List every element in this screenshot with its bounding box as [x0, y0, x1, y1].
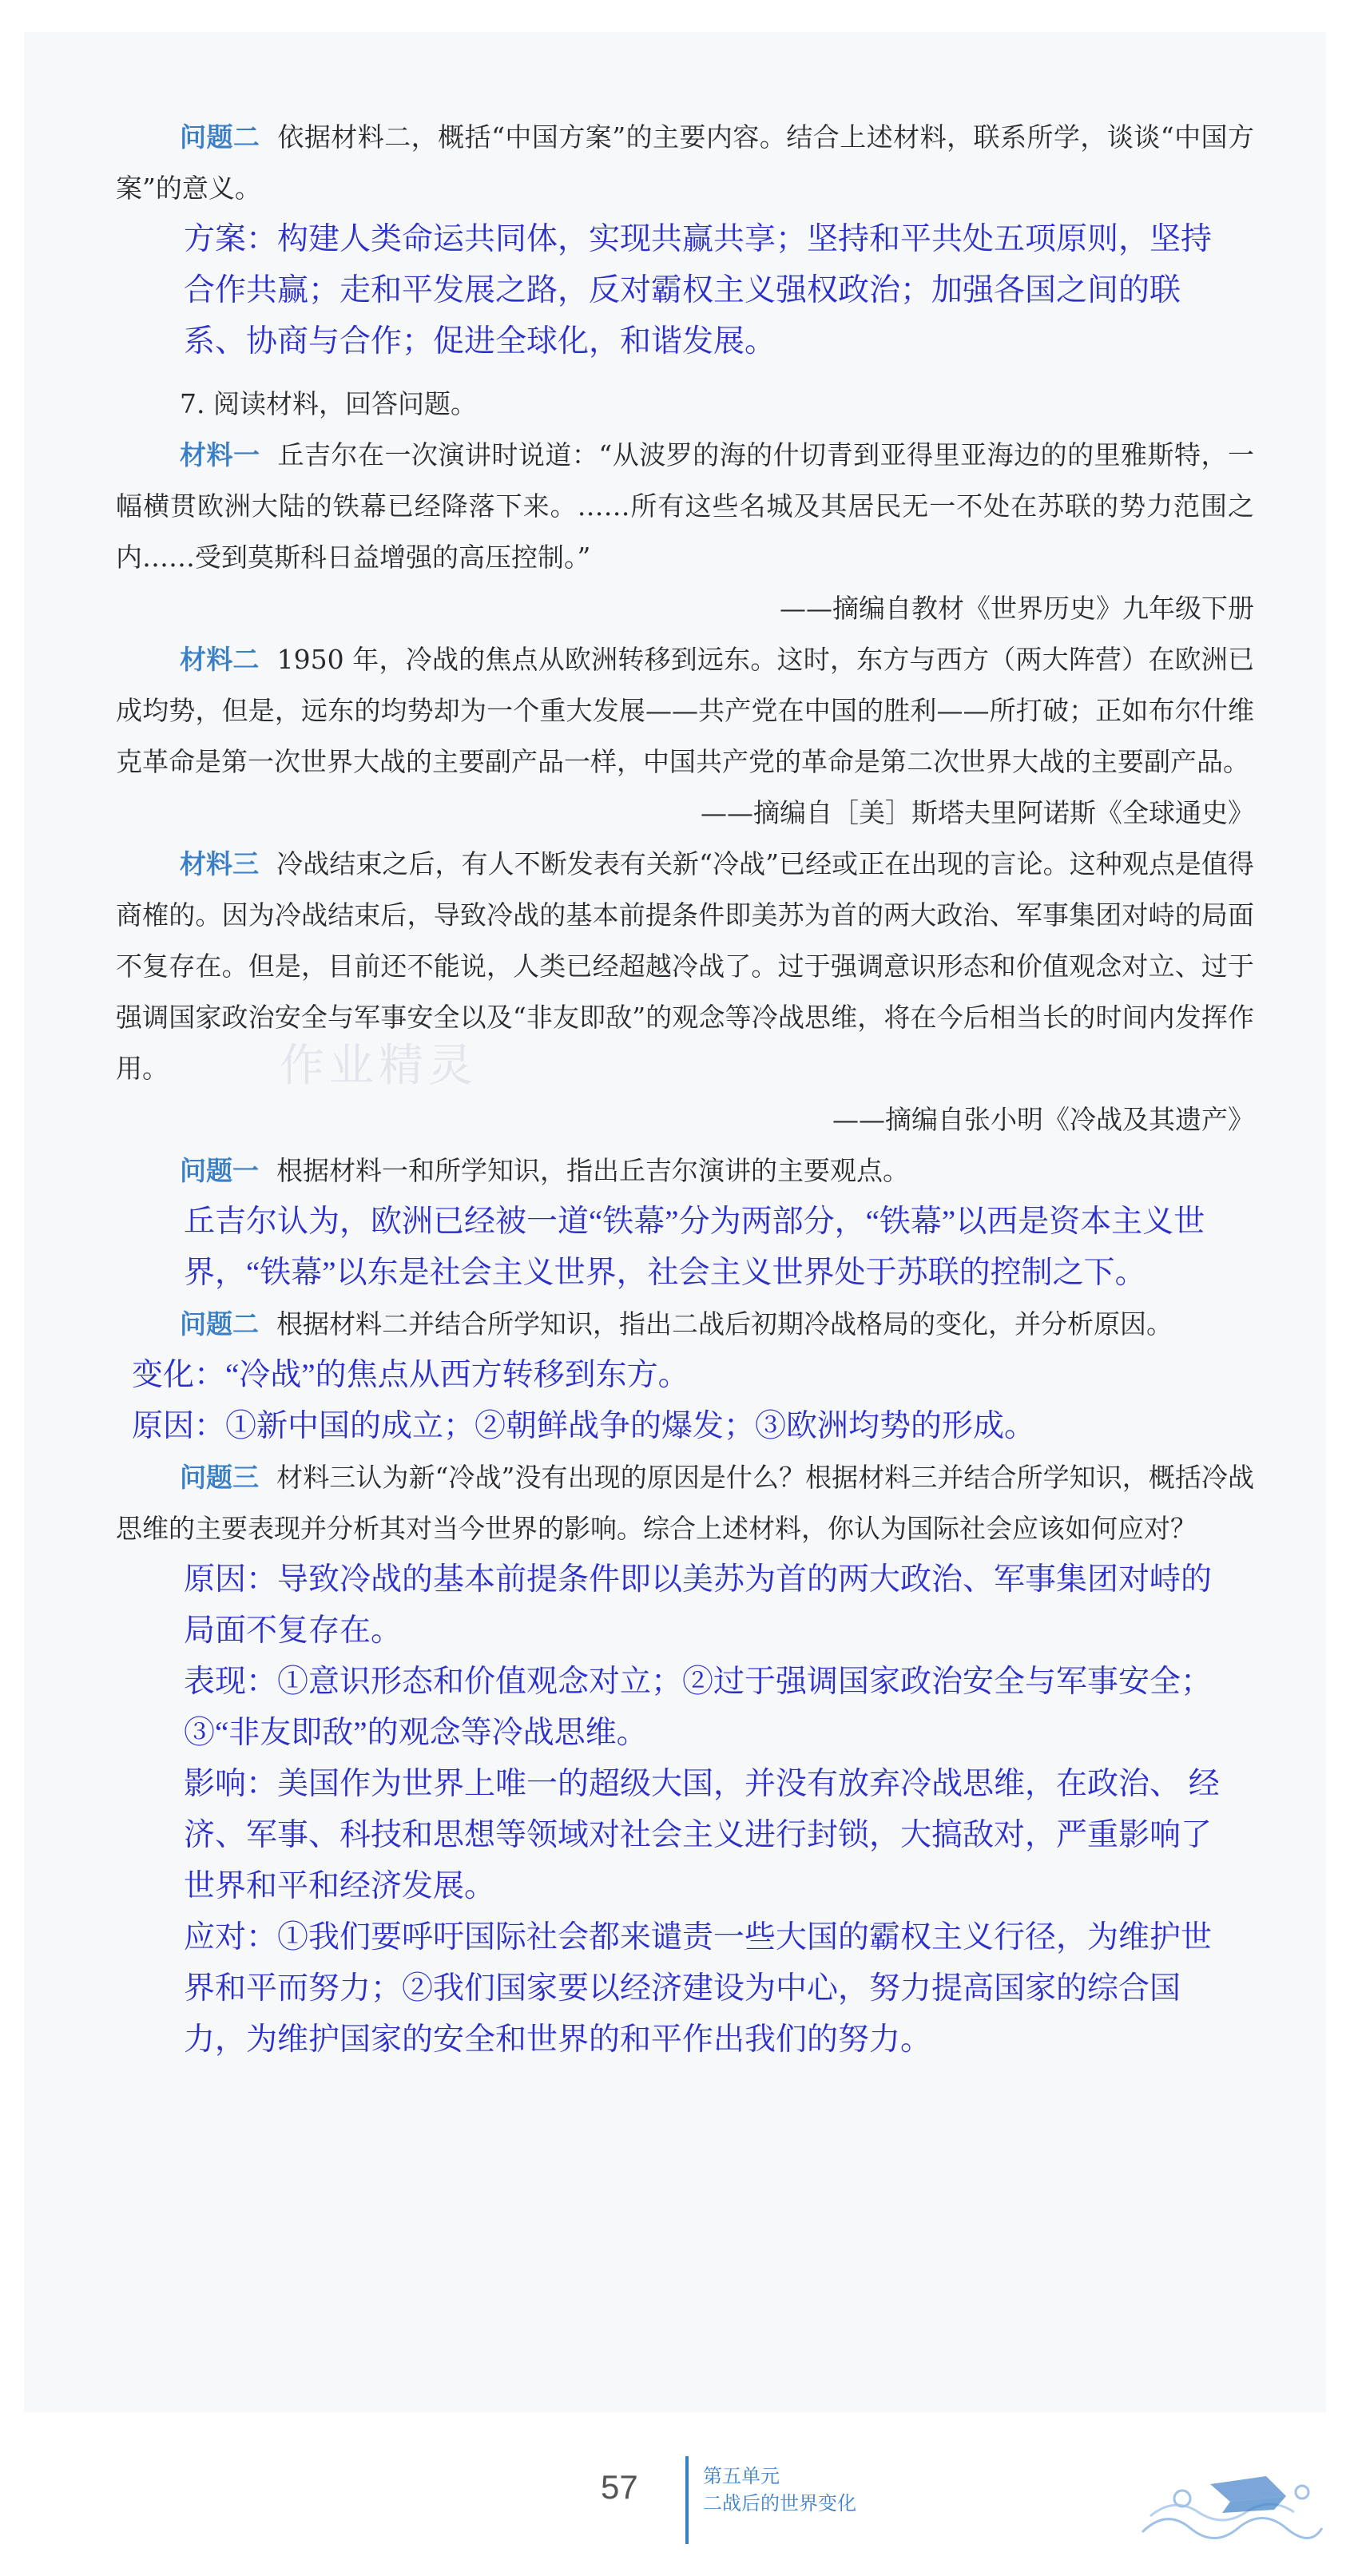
material-3 — [116, 839, 1254, 1094]
item7-question-2-text: 根据材料二并结合所学知识，指出二战后初期冷战格局的变化，并分析原因。 — [276, 1308, 1173, 1340]
material-3-label: 材料三 — [180, 848, 260, 879]
material-1-text: 丘吉尔在一次演讲时说道：“从波罗的海的什切青到亚得里亚海边的的里雅斯特，一幅横贯欧洲大陆的铁幕已经降落下来。……所有这些名城及其居民无一不处在苏联的势力范围之内……受到莫斯科日益增强的高压控制。” — [116, 439, 1255, 573]
question-2-label: 问题二 — [180, 121, 260, 153]
material-2 — [116, 634, 1254, 788]
item7-question-1-answer: 丘吉尔认为，欧洲已经被一道“铁幕”分为两部分，“铁幕”以西是资本主义世界，“铁幕”以东是社会主义世界，社会主义世界处于苏联的控制之下。 — [184, 1205, 1205, 1290]
page-footer — [0, 2452, 1350, 2556]
material-1 — [116, 430, 1254, 583]
material-1-source: ——摘编自教材《世界历史》九年级下册 — [780, 593, 1254, 624]
material-3-source: ——摘编自张小明《冷战及其遗产》 — [832, 1104, 1254, 1135]
item7-question-1-label: 问题一 — [180, 1155, 259, 1186]
item7-question-3-answer-show: 表现：①意识形态和价值观念对立；②过于强调国家政治安全与军事安全；③“非友即敌”的观念等冷战思维。 — [184, 1665, 1213, 1750]
item7-question-2-answer-reason: 原因：①新中国的成立；②朝鲜战争的爆发；③欧洲均势的形成。 — [132, 1409, 1036, 1443]
material-2-text: 1950 年，冷战的焦点从欧洲转移到远东。这时，东方与西方（两大阵营）在欧洲已成均势，但是，远东的均势却为一个重大发展——共产党在中国的胜利——所打破；正如布尔什维克革命是第一次世界大战的主要副产品一样，中国共产党的革命是第二次世界大战的主要副产品。 — [116, 644, 1254, 777]
item7-question-3-answer-response: 应对：①我们要呼吁国际社会都来谴责一些大国的霸权主义行径，为维护世界和平而努力；②我们国家要以经济建设为中心，努力提高国家的综合国力，为维护国家的安全和世界的和平作出我们的努力。 — [184, 1920, 1213, 2057]
unit-subtitle: 二战后的世界变化 — [703, 2492, 856, 2514]
item7-question-3-label: 问题三 — [180, 1462, 260, 1493]
material-2-source: ——摘编自［美］斯塔夫里阿诺斯《全球通史》 — [701, 797, 1254, 828]
item7-question-2-label: 问题二 — [180, 1308, 259, 1340]
material-2-label: 材料二 — [180, 644, 260, 675]
item7-question-3 — [116, 1452, 1254, 1554]
watermark: 作业精灵 — [280, 1040, 478, 1092]
item7-question-3-answer-impact: 影响：美国作为世界上唯一的超级大国，并没有放弃冷战思维，在政治、 经济、军事、科技和思想等领域对社会主义进行封锁，大搞敌对，严重影响了世界和平和经济发展。 — [184, 1767, 1220, 1903]
footer-divider — [685, 2456, 689, 2544]
unit-title: 第五单元 — [703, 2465, 780, 2487]
material-1-label: 材料一 — [180, 439, 260, 470]
item7-question-3-text: 材料三认为新“冷战”没有出现的原因是什么？根据材料三并结合所学知识，概括冷战思维的主要表现并分析其对当今世界的影响。综合上述材料，你认为国际社会应该如何应对？ — [116, 1462, 1254, 1544]
item7-question-1-text: 根据材料一和所学知识，指出丘吉尔演讲的主要观点。 — [276, 1155, 909, 1186]
item7-question-3-answer-reason: 原因：导致冷战的基本前提条件即以美苏为首的两大政治、军事集团对峙的局面不复存在。 — [184, 1562, 1213, 1648]
question-2-prompt — [116, 112, 1254, 214]
item7-question-1 — [116, 1145, 1254, 1197]
item7-question-2-answer-change: 变化：“冷战”的焦点从西方转移到东方。 — [132, 1358, 689, 1392]
wave-decoration-icon — [1134, 2452, 1326, 2548]
question-2-answer: 方案：构建人类命运共同体，实现共赢共享；坚持和平共处五项原则，坚持合作共赢；走和平发展之路，反对霸权主义强权政治；加强各国之间的联系、协商与合作；促进全球化，和谐发展。 — [184, 222, 1213, 359]
question-2-text: 依据材料二，概括“中国方案”的主要内容。结合上述材料，联系所学，谈谈“中国方案”的意义。 — [116, 121, 1254, 204]
item7-question-2 — [116, 1299, 1254, 1350]
material-3-text: 冷战结束之后，有人不断发表有关新“冷战”已经或正在出现的言论。这种观点是值得商榷的。因为冷战结束后，导致冷战的基本前提条件即美苏为首的两大政治、军事集团对峙的局面不复存在。但是，目前还不能说，人类已经超越冷战了。过于强调意识形态和价值观念对立、过于强调国家政治安全与军事安全以及“非友即敌”的观念等冷战思维，将在今后相当长的时间内发挥作用。 — [116, 848, 1254, 1084]
page-number: 57 — [601, 2468, 638, 2506]
item-7-heading: 7. 阅读材料，回答问题。 — [180, 388, 477, 419]
content — [116, 112, 1254, 2066]
